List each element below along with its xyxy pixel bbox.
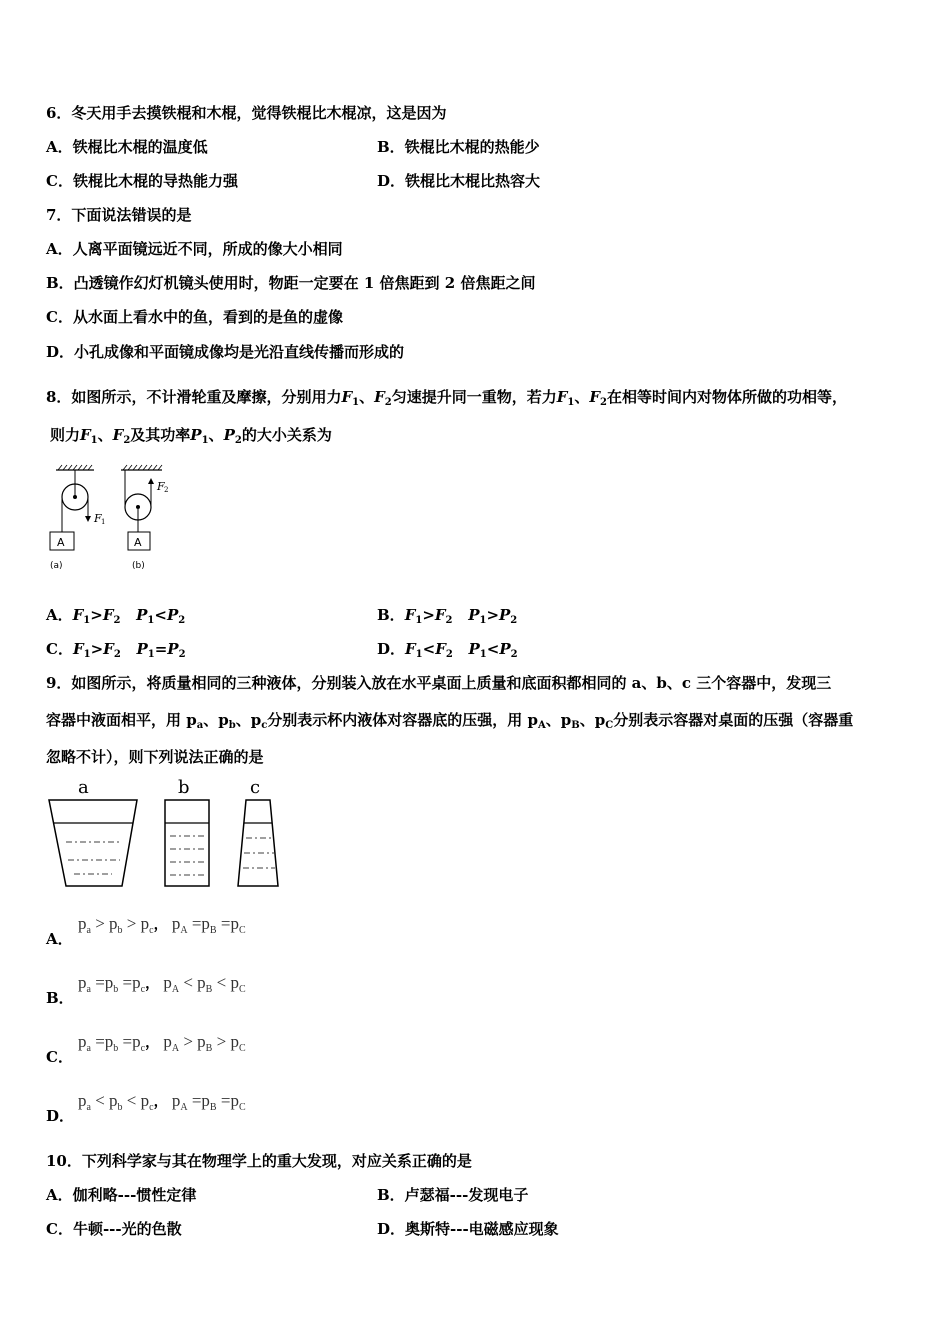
svg-text:1: 1 (101, 518, 106, 526)
q6-option-d[interactable]: D．铁棍比木棍比热容大 (377, 172, 541, 190)
q8-stem-line1: 8．如图所示，不计滑轮重及摩擦，分别用力$F_1$、$F_2$匀速提升同一重物，若力$F_1$、$F_2$在相等时间内对物体所做的功相等， (46, 388, 848, 408)
q8-option-a[interactable]: A．$F_1>F_2$ $P_1<P_2$ (46, 606, 186, 626)
svg-text:2: 2 (164, 486, 169, 494)
q9-stem-line3: 忽略不计），则下列说法正确的是 (46, 748, 264, 766)
pulley-figure (44, 460, 184, 575)
f2-label: F (157, 480, 165, 493)
block-a-label-a: A (57, 536, 65, 549)
q9-option-d-formula[interactable]: $p_a < p_b < p_c$， $p_A =p_B =p_C$ (78, 1091, 246, 1113)
q9-option-b-formula[interactable]: $p_a =p_b =p_c$， $p_A < p_B < p_C$ (78, 973, 246, 995)
q10-option-c[interactable]: C．牛顿---光的色散 (46, 1220, 182, 1238)
q10-option-b[interactable]: B．卢瑟福---发现电子 (377, 1186, 529, 1204)
q8-option-c[interactable]: C．$F_1>F_2$ $P_1=P_2$ (46, 640, 186, 660)
q8-option-d[interactable]: D．$F_1<F_2$ $P_1<P_2$ (377, 640, 518, 660)
q10-option-a[interactable]: A．伽利略---惯性定律 (46, 1186, 197, 1204)
q9-option-a-formula[interactable]: $p_a > p_b > p_c$， $p_A =p_B =p_C$ (78, 914, 246, 936)
containers-figure (44, 776, 289, 892)
q8-stem-line2: 则力$F_1$、$F_2$及其功率$P_1$、$P_2$的大小关系为 (50, 426, 332, 446)
q7-stem: 7．下面说法错误的是 (46, 206, 192, 224)
q6-option-a[interactable]: A．铁棍比木棍的温度低 (46, 138, 208, 156)
q9-option-c-letter[interactable]: C． (46, 1048, 73, 1066)
fig-a-label: (a) (50, 561, 63, 571)
q7-option-c[interactable]: C．从水面上看水中的鱼，看到的是鱼的虚像 (46, 308, 343, 326)
q7-option-a[interactable]: A．人离平面镜远近不同，所成的像大小相同 (46, 240, 343, 258)
container-b-label: b (178, 777, 190, 798)
q6-stem: 6．冬天用手去摸铁棍和木棍，觉得铁棍比木棍凉，这是因为 (46, 104, 447, 122)
q9-stem-line1: 9．如图所示，将质量相同的三种液体，分别装入放在水平桌面上质量和底面积都相同的 a、b、c 三个容器中，发现三 (46, 674, 832, 692)
q9-option-a-letter[interactable]: A． (46, 930, 73, 948)
q7-option-d[interactable]: D．小孔成像和平面镜成像均是光沿直线传播而形成的 (46, 343, 405, 361)
q9-option-c-formula[interactable]: $p_a =p_b =p_c$， $p_A > p_B > p_C$ (78, 1032, 246, 1054)
container-c-label: c (250, 777, 261, 798)
q6-option-b[interactable]: B．铁棍比木棍的热能少 (377, 138, 540, 156)
q6-option-c[interactable]: C．铁棍比木棍的导热能力强 (46, 172, 238, 190)
q9-option-d-letter[interactable]: D． (46, 1107, 75, 1125)
q10-option-d[interactable]: D．奥斯特---电磁感应现象 (377, 1220, 559, 1238)
q10-stem: 10．下列科学家与其在物理学上的重大发现，对应关系正确的是 (46, 1152, 472, 1170)
q9-stem-line2: 容器中液面相平，用 $p_a$、$p_b$、$p_c$分别表示杯内液体对容器底的压强，用 $p_A$、$p_B$、$p_C$分别表示容器对桌面的压强（容器重 (46, 711, 854, 731)
block-a-label-b: A (134, 536, 142, 549)
q8-option-b[interactable]: B．$F_1>F_2$ $P_1>P_2$ (377, 606, 518, 626)
q9-option-b-letter[interactable]: B． (46, 989, 74, 1007)
container-a-label: a (78, 777, 89, 798)
f1-label: F (94, 512, 102, 525)
fig-b-label: (b) (132, 561, 145, 571)
q7-option-b[interactable]: B．凸透镜作幻灯机镜头使用时，物距一定要在 1 倍焦距到 2 倍焦距之间 (46, 274, 536, 292)
